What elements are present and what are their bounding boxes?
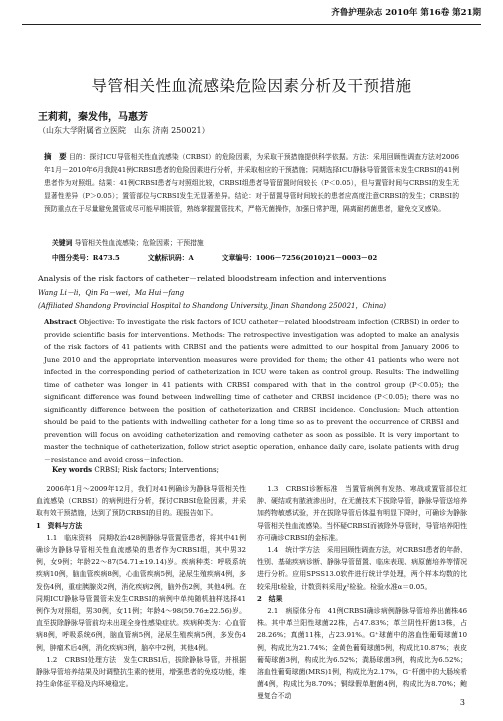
journal-header: 齐鲁护理杂志 2010年 第16卷 第21期 <box>331 8 481 18</box>
header-rule <box>22 24 481 25</box>
en-keywords <box>52 465 459 474</box>
paragraph-diagnostic-criteria: 1.3 CRBSI诊断标准 当置管病例有发热、寒战或置管部位红肿、硬结或有脓液渗出时，在无菌技术下拔除导管，静脉导管送培养加药物敏感试验，并在拔除导管后体温有明显下降时，可确诊为静脉导管相关性血流感染。当怀疑CRBSI而被除外导管时，导管培养阳性亦可确诊CRBSI的金标准。 <box>257 485 467 542</box>
section-heading-materials: 1 资料与方法 <box>36 521 83 530</box>
paragraph-crbsi-treatment: 1.2 CRBSI处理方法 发生CRBSI后，拔除静脉导管，并根据静脉导管培养结果及时调整抗生素的使用，增强患者的免疫功能，维持生命体征平稳及内环境稳定。 <box>36 655 246 689</box>
zh-meta <box>52 252 459 262</box>
zh-keywords-text: 导管相关性血流感染；危险因素；干预措施 <box>74 239 204 247</box>
zh-keywords-label: 关键词 <box>52 239 73 247</box>
zh-abstract-text: 目的：探讨ICU导管相关性血流感染（CRBSI）的危险因素，为采取干预措施提供科学依据。方法：采用回顾性调查方法对2006年1月－2010年6月我院41例CRBSI患者的危险因素进行分析，并采取相应的干预措施；同期选择ICU静脉导管置管未发生CRBSI的41例患者作为对照组。结果：41例CRBSI患者与对照组比较，CRBSI组患者导管留置时间较长（P＜0.05），但与置管时间与CRBSI的发生无显著性差异（P＞0.05）；置管部位与CRBSI发生无显著差异。结论：对于留置导管时间较长的患者应高度注意CRBSI的发生；CRBSI的预防重点在于尽量避免置管或尽可能早期拔管，熟练掌握置管技术，严格无菌操作，加强日常护理，隔离耐药菌患者，避免交叉感染。 <box>44 153 459 213</box>
en-affiliation: (Affiliated Shandong Provincial Hospital to Shandong University, Jinan Shandong 250021，China) <box>38 302 386 310</box>
body-column-left <box>36 483 246 690</box>
paragraph-pathogen-distribution: 2.1 病原体分布 41例CRBSI确诊病例静脉导管培养出菌株46株。其中革兰阳性球菌22株，占47.83%；革兰阴性杆菌13株，占28.26%；真菌11株，占23.91%。G⁺球菌中的溶血性葡萄球菌10例，构成比为21.74%；金黄色葡萄球菌5例，构成比10.87%；表皮葡萄球菌3例，构成比为6.52%；粪肠球菌3例，构成比为6.52%；溶血性葡萄球菌(MRS)1例，构成比为2.17%，G⁻杆菌中的大肠埃希菌4例，构成比为8.70%；铜绿假单胞菌4例，构成比为8.70%；鲍曼复合不动 <box>257 607 467 701</box>
affiliation: （山东大学附属省立医院 山东 济南 250021） <box>38 126 210 135</box>
en-abstract <box>44 316 459 466</box>
zh-abstract-label: 摘 要 <box>44 152 67 161</box>
intro-paragraph: 2006年1月～2009年12月，我们对41例确诊为静脉导管相关性血流感染（CRBSI）的病例进行分析，探讨CRBSI危险因素，并采取有效干预措施，达到了预防CRBSI的目的。现报告如下。 <box>36 485 246 518</box>
authors: 王莉莉，秦发伟，马惠芳 <box>38 112 148 123</box>
en-keywords-label: Key words <box>52 465 93 474</box>
page-number: 3 <box>459 698 465 707</box>
en-abstract-text: Objective: To investigate the risk factors of ICU catheter－related bloodstream infection (CRBSI) in order to provide scientific basis for interventions. Methods: The retrospective investigation was adopted to make an analysis of the risk factors of 41 patients with CRBSI and the patients were admitted to our hospital from January 2006 to June 2010 and the appropriate intervention measures were provided for them; the other 41 patients who were not infected in the corresponding period of catheterization in ICU were taken as control group. Results: The indwelling time of catheter was longer in 41 patients with CRBSI compared with that in the control group (P＜0.05); the significant difference was found between indwelling time of catheter and CRBSI incidence (P＜0.05); there was no significantly difference between the position of catheterization and CRBSI incidence. Conclusion: Much attention should be paid to the patients with indwelling catheter for a long time so as to prevent the occurrence of CRBSI and prevention will focus on avoiding catheterization and removing catheter as soon as possible. It is very important to master the technique of catheterization, follow strict aseptic operation, enhance daily care, isolate patients with drug－resistance and avoid cross－infection. <box>44 318 459 464</box>
zh-abstract <box>44 150 459 216</box>
body-column-right <box>257 483 467 703</box>
en-keywords-text: CRBSI; Risk factors; Interventions; <box>94 466 219 474</box>
paragraph-statistics: 1.4 统计学方法 采用回顾性调查方法，对CRBSI患者的年龄、性别、基础疾病诊断、静脉导管留置、临床表现、病原菌培养等情况进行分析。应用SPSS13.0软件进行统计学处理，两个样本均数的比较采用t检验，计数资料采用χ²检验。检验水准α＝0.05。 <box>257 546 467 591</box>
document-code: 文献标识码：A <box>147 254 194 262</box>
en-abstract-label: Abstract <box>44 318 77 326</box>
en-title: Analysis of the risk factors of catheter－related bloodstream infection and interventions <box>38 274 387 283</box>
clc-number: 中图分类号：R473.5 <box>52 254 120 262</box>
en-authors: Wang Li－li，Qin Fa－wei，Ma Hui－fang <box>38 289 185 297</box>
zh-keywords <box>52 237 459 247</box>
article-number: 文章编号：1006－7256(2010)21－0003－02 <box>221 254 378 262</box>
paragraph-clinical-data: 1.1 临床资料 同期收治428例静脉导管置管患者，将其中41例确诊为静脉导管相关性血流感染的患者作为CRBSI组，其中男32例，女9例；年龄22～87(54.71±19.14)岁。疾病种类：呼吸系统疾病10例，脑血管疾病8例，心血管疾病5例，泌尿生殖疾病4例，多发伤4例，重症胰腺炎2例，消化疾病2例，脑外伤2例，其他4例。在同期ICU静脉导管置管未发生CRBSI的病例中单纯随机抽样选择41例作为对照组，男30例，女11例；年龄4～98(59.76±22.56)岁。直至拔除静脉导管前均未出现全身性感染症状。疾病种类为：心血管病8例，呼吸系统6例，脑血管病5例，泌尿生殖疾病5例，多发伤4例，肿瘤术后4例，消化疾病3例，脑卒中2例，其他4例。 <box>36 533 246 652</box>
section-heading-results: 2 结果 <box>257 594 283 603</box>
page-title: 导管相关性血流感染危险因素分析及干预措施 <box>91 77 412 95</box>
